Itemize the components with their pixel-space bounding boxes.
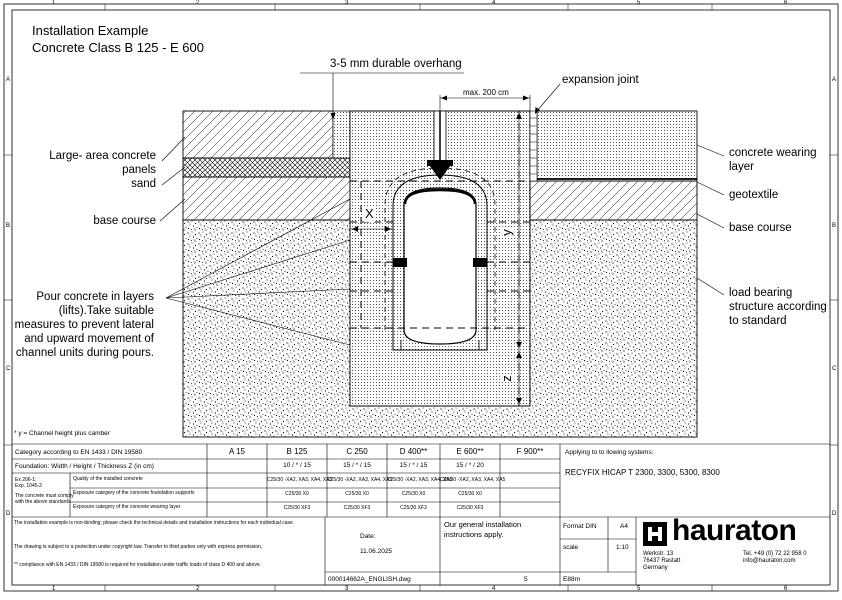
row-label-c: C bbox=[6, 366, 11, 372]
row-label-c-right: C bbox=[832, 366, 837, 372]
pour-label-5: channel units during pours. bbox=[15, 347, 154, 359]
col-label-4-bottom: 4 bbox=[492, 586, 496, 592]
panels-label-1: Large- area concrete bbox=[49, 150, 156, 162]
row-label-d: D bbox=[6, 511, 11, 517]
col-label-5: 5 bbox=[637, 0, 641, 6]
row-label-a: A bbox=[6, 77, 11, 83]
group2-label-2: with the above standards bbox=[15, 499, 71, 505]
date-label: Date: bbox=[360, 533, 376, 540]
dimension-y-label: y bbox=[498, 229, 514, 236]
hauraton-logo-mark bbox=[643, 522, 667, 546]
class-cell-classes-5: F 900** bbox=[516, 447, 544, 456]
legal-note-3: ** compliance with EN 1433 / DIN 19580 is required for installation under traffic loads of class D 400 and above. bbox=[14, 562, 261, 568]
col-label-3: 3 bbox=[345, 0, 349, 6]
legal-note-1: The installation example is non-binding; please check the technical details and installation instructions for each individual case. bbox=[14, 520, 295, 526]
col-label-2: 2 bbox=[196, 0, 200, 6]
scale-label: scale bbox=[563, 544, 579, 551]
class-cell-wearing-3: C25/30 XF3 bbox=[400, 505, 427, 511]
class-cell-classes-1: B 125 bbox=[286, 447, 308, 456]
class-cell-quality-2: C25/30 -XA2, XA3, XA4, XA5 bbox=[327, 477, 393, 483]
group1-label-2: Exp. 1045-2 bbox=[15, 483, 42, 489]
row-label-a-right: A bbox=[832, 77, 837, 83]
col-label-4: 4 bbox=[492, 0, 496, 6]
class-cell-quality-1: C25/30 -XA2, XA3, XA4, XA5 bbox=[267, 477, 333, 483]
pour-label-4: and upward movement of bbox=[24, 333, 154, 345]
class-cell-foundation-4: 15 / * / 20 bbox=[456, 462, 484, 469]
left-base-course bbox=[183, 177, 350, 220]
wearing-layer bbox=[537, 111, 697, 181]
col-label-6-bottom: 6 bbox=[784, 586, 788, 592]
email: info@hauraton.com bbox=[743, 558, 796, 564]
category-label: Category according to EN 1433 / DIN 19580 bbox=[15, 449, 143, 456]
sheet-number: 5 bbox=[524, 576, 528, 583]
drawing-title: Installation Example bbox=[32, 23, 149, 38]
systems-label: RECYFIX HICAP T 2300, 3300, 5300, 8300 bbox=[565, 468, 720, 477]
support-row-label: Exposure category of the concrete foundation supports bbox=[73, 490, 195, 496]
class-cell-classes-4: E 600** bbox=[456, 447, 484, 456]
class-cell-support-2: C25/30 X0 bbox=[345, 491, 369, 497]
class-cell-foundation-3: 15 / * / 15 bbox=[399, 462, 428, 469]
sand-layer bbox=[183, 158, 350, 177]
load-label-2: structure according bbox=[729, 301, 827, 313]
date-value: 11.06.2025 bbox=[360, 548, 393, 555]
expansion-joint-label: expansion joint bbox=[562, 74, 639, 86]
class-cell-foundation-2: 15 / * / 15 bbox=[343, 462, 371, 469]
legal-note-2: The drawing is subject to a protection under copyright law. Transfer to third parties only with express permission. bbox=[14, 544, 263, 550]
channel-bore bbox=[404, 188, 476, 344]
dimension-z-label: z bbox=[498, 375, 514, 382]
base-course-right-label: base course bbox=[729, 222, 792, 234]
class-cell-classes-0: A 15 bbox=[228, 447, 245, 456]
row-label-b-right: B bbox=[832, 223, 837, 229]
class-cell-classes-3: D 400** bbox=[399, 447, 428, 456]
address-line-3: Germany bbox=[643, 565, 668, 571]
load-label-3: to standard bbox=[729, 315, 787, 327]
sand-label: sand bbox=[131, 178, 156, 190]
concrete-panel bbox=[183, 111, 333, 158]
group1-label-1: Ex 206-1: bbox=[15, 477, 37, 483]
dimension-x-label: X bbox=[365, 206, 374, 221]
group2-label-1: The concrete must comply bbox=[15, 493, 74, 499]
class-cell-wearing-2: C25/30 XF3 bbox=[343, 505, 371, 511]
foundation-label: Foundation: Width / Height / Thickness Z (in cm) bbox=[15, 463, 154, 470]
class-cell-support-4: C25/30 X0 bbox=[458, 491, 482, 497]
right-base-course bbox=[530, 181, 697, 220]
pour-label-2: (lifts).Take suitable bbox=[58, 305, 154, 317]
wearing-row-label: Exposure category of the concrete wearing layer bbox=[73, 504, 181, 510]
col-label-1: 1 bbox=[52, 0, 56, 6]
base-course-left-label: base course bbox=[93, 215, 156, 227]
drawing-subtitle: Concrete Class B 125 - E 600 bbox=[32, 40, 204, 55]
class-cell-quality-4: C25/30 -XA2, XA3, XA4, XA5 bbox=[440, 477, 506, 483]
footnote: * y = Channel height plus camber bbox=[14, 430, 110, 437]
quality-row-label: Quality of the installed concrete bbox=[73, 476, 143, 482]
col-label-6: 6 bbox=[784, 0, 788, 6]
instructions-line-2: instructions apply. bbox=[444, 530, 504, 539]
class-cell-support-3: C25/30 X0 bbox=[401, 491, 426, 497]
class-cell-quality-3: C25/30 -XA2, XA3, XA4, XA5 bbox=[387, 477, 453, 483]
overhang-label: 3-5 mm durable overhang bbox=[330, 58, 462, 70]
class-cell-wearing-4: C25/30 XF3 bbox=[456, 505, 484, 511]
brand-name: hauraton bbox=[672, 514, 797, 547]
pour-label-1: Pour concrete in layers bbox=[36, 291, 154, 303]
col-label-2-bottom: 2 bbox=[196, 586, 200, 592]
col-label-5-bottom: 5 bbox=[637, 586, 641, 592]
geotextile-label: geotextile bbox=[729, 189, 779, 201]
row-label-d-right: D bbox=[832, 511, 837, 517]
scale-value: 1:10 bbox=[616, 544, 629, 551]
class-cell-foundation-1: 10 / * / 15 bbox=[283, 462, 311, 469]
expansion-joint-strip bbox=[530, 111, 537, 181]
format-label: Format DIN bbox=[563, 523, 597, 530]
row-label-b: B bbox=[6, 223, 11, 229]
address-line-2: 76437 Rastatt bbox=[643, 558, 681, 564]
max-dimension-label: max. 200 cm bbox=[463, 88, 509, 97]
class-cell-wearing-1: C25/30 XF3 bbox=[283, 505, 311, 511]
address-line-1: Werkstr. 13 bbox=[643, 551, 674, 557]
class-cell-classes-2: C 250 bbox=[346, 447, 368, 456]
pour-label-3: measures to prevent lateral bbox=[14, 319, 154, 331]
panel-overhang-strip bbox=[333, 111, 350, 158]
wearing-label-1: concrete wearing bbox=[729, 147, 817, 159]
wearing-label-2: layer bbox=[729, 161, 754, 173]
drawing-number: 000014662A_ENGLISH.dwg bbox=[328, 576, 411, 583]
col-label-3-bottom: 3 bbox=[345, 586, 349, 592]
format-value: A4 bbox=[620, 523, 628, 530]
applying-label: Applying to to llowing systems: bbox=[565, 449, 654, 456]
panels-label-2: panels bbox=[122, 164, 156, 176]
col-label-1-bottom: 1 bbox=[52, 586, 56, 592]
phone: Tel. +49 (0) 72 22 958 0 bbox=[743, 551, 807, 557]
class-cell-support-1: C25/30 X0 bbox=[285, 491, 309, 497]
load-label-1: load bearing bbox=[729, 287, 793, 299]
drawing-code: E88m bbox=[563, 576, 580, 583]
instructions-line-1: Our general installation bbox=[444, 520, 522, 529]
